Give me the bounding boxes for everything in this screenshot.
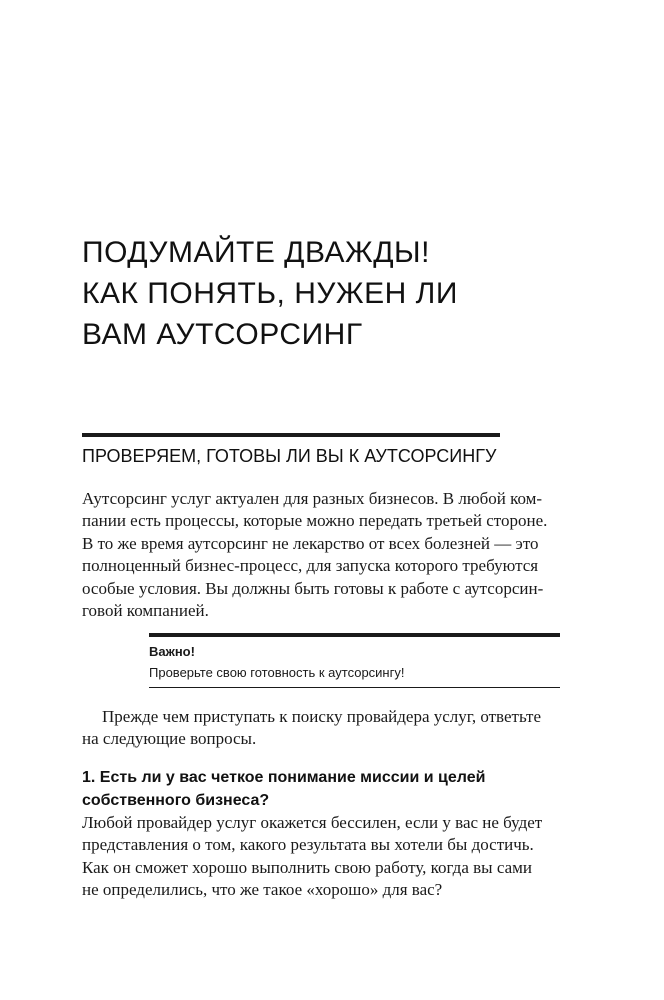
text-line: Прежде чем приступать к поиску провайдера услуг, ответьте (102, 707, 542, 726)
text-line: представления о том, какого результата вы хотели бы достичь. (82, 835, 534, 855)
text-line: полноценный бизнес-процесс, для запуска которого требуются (82, 556, 539, 576)
paragraph-intro (82, 488, 582, 622)
paragraph-question-1 (82, 812, 582, 902)
text-line: на следующие вопросы. (82, 729, 257, 749)
chapter-title-line-1: ПОДУМАЙТЕ ДВАЖДЫ! (82, 236, 430, 269)
paragraph-questions-intro (82, 706, 582, 751)
callout-label: Важно! (149, 644, 195, 659)
chapter-title-line-3: ВАМ АУТСОРСИНГ (82, 318, 363, 351)
callout-text: Проверьте свою готовность к аутсорсингу! (149, 665, 405, 680)
text-line: пании есть процессы, которые можно передать третьей стороне. (82, 511, 548, 531)
question-1-heading (82, 766, 582, 812)
section-title: ПРОВЕРЯЕМ, ГОТОВЫ ЛИ ВЫ К АУТСОРСИНГУ (82, 446, 497, 466)
text-line: Любой провайдер услуг окажется бессилен, если у вас не будет (82, 813, 543, 832)
text-line: Аутсорсинг услуг актуален для разных бизнесов. В любой ком- (82, 489, 543, 508)
question-heading-line: собственного бизнеса? (82, 792, 270, 809)
text-line: говой компанией. (82, 601, 209, 621)
callout-top-rule (149, 633, 560, 637)
callout-bottom-rule (149, 687, 560, 688)
chapter-title-line-2: КАК ПОНЯТЬ, НУЖЕН ЛИ (82, 277, 458, 310)
text-line: Как он сможет хорошо выполнить свою работу, когда вы сами (82, 857, 532, 877)
question-heading-line: 1. Есть ли у вас четкое понимание миссии и целей (82, 769, 486, 786)
section-divider (82, 433, 500, 437)
text-line: особые условия. Вы должны быть готовы к работе с аутсорсин- (82, 578, 544, 598)
text-line: В то же время аутсорсинг не лекарство от всех болезней — это (82, 533, 539, 553)
chapter-title (82, 232, 602, 355)
text-line: не определились, что же такое «хорошо» для вас? (82, 880, 443, 900)
